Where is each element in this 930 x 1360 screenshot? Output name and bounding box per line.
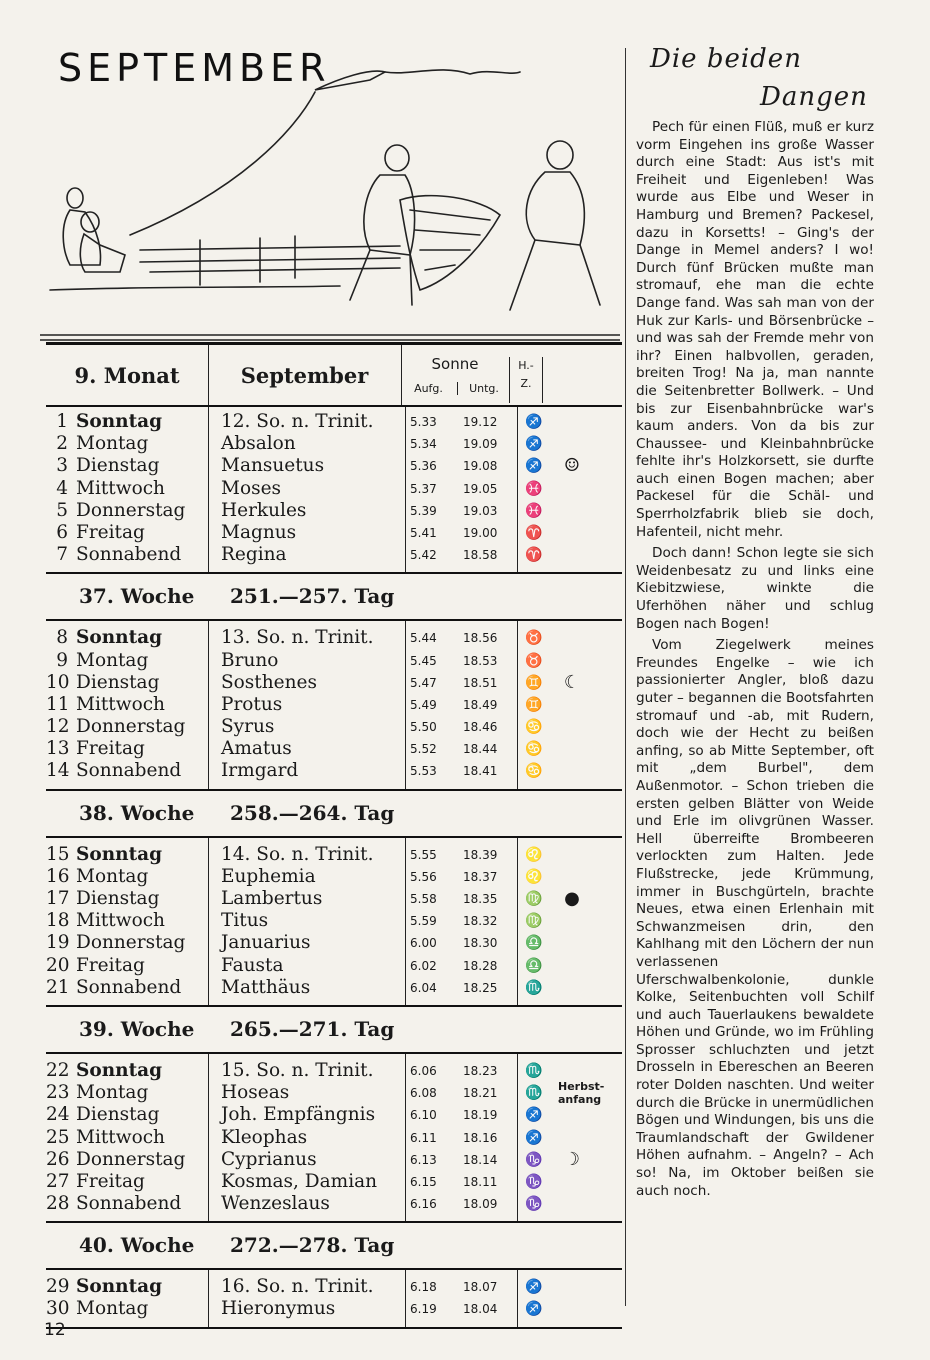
day-range: 258.—264. Tag <box>230 800 395 825</box>
saint-name: Amatus <box>221 738 292 760</box>
day-block <box>46 1270 622 1326</box>
calendar-table <box>46 342 622 1329</box>
zodiac-icon: ♌ <box>525 846 543 863</box>
zodiac-icon: ♈ <box>525 547 543 564</box>
weekday: Montag <box>76 433 149 455</box>
weekday: Sonnabend <box>76 1193 182 1215</box>
zodiac-icon: ♓ <box>525 502 543 519</box>
day-block <box>46 621 622 788</box>
saint-name: Wenzeslaus <box>221 1193 330 1215</box>
sunrise-time: 5.36 <box>410 459 437 474</box>
day-row <box>46 1193 622 1215</box>
table-end-rule <box>46 1327 622 1329</box>
sunset-time: 19.00 <box>463 525 498 540</box>
weekday: Sonntag <box>76 1059 163 1081</box>
day-number: 2 <box>56 433 68 455</box>
zodiac-icon: ♉ <box>525 652 543 669</box>
day-number: 9 <box>56 649 68 671</box>
weekday: Dienstag <box>76 671 160 693</box>
month-name-label: September <box>208 345 402 405</box>
saint-name: Syrus <box>221 716 275 738</box>
zodiac-icon: ♌ <box>525 868 543 885</box>
day-row <box>46 500 622 522</box>
zodiac-icon: ♏ <box>525 979 543 996</box>
weekday: Freitag <box>76 954 145 976</box>
day-number: 8 <box>56 627 68 649</box>
weekday: Sonnabend <box>76 544 182 566</box>
week-number: 37. Woche <box>79 584 195 609</box>
sunrise-time: 5.59 <box>410 914 437 929</box>
day-row <box>46 977 622 999</box>
season-note <box>558 1080 604 1106</box>
zodiac-icon: ♏ <box>525 1062 543 1079</box>
day-row <box>46 844 622 866</box>
weekday: Montag <box>76 865 149 887</box>
day-row <box>46 1080 622 1107</box>
moon-phase-icon: ☾ <box>563 671 581 693</box>
weekday: Freitag <box>76 521 145 543</box>
sunset-time: 18.51 <box>463 675 498 690</box>
zodiac-icon: ♋ <box>525 741 543 758</box>
sunset-time: 19.03 <box>463 503 498 518</box>
day-number: 4 <box>56 477 68 499</box>
weekday: Sonnabend <box>76 760 182 782</box>
saint-name: Joh. Empfängnis <box>221 1104 376 1126</box>
sunrise-time: 6.13 <box>410 1152 437 1167</box>
weekday: Mittwoch <box>76 1126 165 1148</box>
day-number: 7 <box>56 544 68 566</box>
sunrise-time: 6.15 <box>410 1174 437 1189</box>
day-row <box>46 694 622 716</box>
sunrise-time: 5.50 <box>410 720 437 735</box>
day-number: 3 <box>56 455 68 477</box>
week-row <box>46 789 622 838</box>
day-row <box>46 544 622 566</box>
weekday: Dienstag <box>76 455 160 477</box>
saint-name: 15. So. n. Trinit. <box>221 1059 374 1081</box>
day-row <box>46 455 622 477</box>
day-number: 21 <box>46 976 70 998</box>
zodiac-header: H.- Z. <box>509 357 543 403</box>
month-number-label: 9. Monat <box>46 345 209 405</box>
day-block <box>46 838 622 1005</box>
season-note-line1: Herbst- <box>558 1080 605 1094</box>
sunrise-time: 6.11 <box>410 1130 437 1145</box>
day-number: 1 <box>56 411 68 432</box>
saint-name: Sosthenes <box>221 671 317 693</box>
sunrise-time: 5.41 <box>410 525 437 540</box>
weekday: Sonntag <box>76 843 163 865</box>
fishing-illustration <box>40 50 620 345</box>
saint-name: Moses <box>221 477 282 499</box>
day-number: 23 <box>46 1082 70 1104</box>
day-row <box>46 888 622 910</box>
sunset-time: 18.16 <box>463 1130 498 1145</box>
sunset-time: 18.11 <box>463 1174 498 1189</box>
day-row <box>46 1298 622 1320</box>
saint-name: Lambertus <box>221 888 323 909</box>
zodiac-icon: ♎ <box>525 935 543 952</box>
sunset-time: 18.14 <box>463 1152 498 1167</box>
sunrise-time: 6.06 <box>410 1063 437 1078</box>
weekday: Mittwoch <box>76 910 165 932</box>
saint-name: 16. So. n. Trinit. <box>221 1276 374 1298</box>
day-range: 265.—271. Tag <box>230 1016 395 1041</box>
sunrise-time: 5.56 <box>410 869 437 884</box>
week-number: 38. Woche <box>79 800 195 825</box>
zodiac-icon: ♑ <box>525 1196 543 1213</box>
day-row <box>46 650 622 672</box>
sunset-time: 18.07 <box>463 1280 498 1295</box>
sunset-time: 18.32 <box>463 914 498 929</box>
sunset-time: 19.12 <box>463 415 498 429</box>
sunset-time: 18.41 <box>463 764 498 779</box>
zodiac-icon: ♓ <box>525 480 543 497</box>
story-title-line2: Dangen <box>760 82 868 112</box>
sunrise-time: 5.37 <box>410 481 437 496</box>
weekday: Sonntag <box>76 411 163 432</box>
zodiac-icon: ♑ <box>525 1173 543 1190</box>
sunrise-time: 6.08 <box>410 1086 437 1101</box>
sunset-time: 18.53 <box>463 653 498 668</box>
column-divider <box>625 48 626 1306</box>
day-number: 26 <box>46 1148 70 1170</box>
story-paragraph: Vom Ziegelwerk meines Freundes Engelke – wie ich passionierter Angler, bloß dazu guter – begannen die Bootsfahrten stromauf und -ab, mit Rudern, doch wie der Hecht zu beißen anfing, so ab Mitte September, oft mit „dem Burbel", dem Außenmotor. – Schon trieben die ersten gelben Blätter von Weide und Erle im olivgrünen Wasser. Hell überreifte Brombeeren verlockten zum Halten. Jede Flußstrecke, jede Krümmung, immer in Buschgürteln, brachte Neues, etwa einen Erlenhain mit Schwanzmeisen drin, den Kahlhang mit den Löchern der nun verlassenen Uferschwalbenkolonie, dunkle Kolke, Seitenbuchten voll Schilf und auch Tauerlaukens bewaldete Höhen und Gründe, wo im Frühling Sprosser schluchzten und jetzt Drosseln in Ebereschen an Beeren roter Dolden naschten. Und weiter durch die Brücke in unermüdlichen Bögen und Windungen, bis uns die Traumlandschaft der Gwildener Höhen aufnahm. – Angeln? – Ach so! Na, im Oktober beißen sie auch noch. <box>636 637 874 1199</box>
sunrise-time: 6.19 <box>410 1302 437 1317</box>
day-row <box>46 866 622 888</box>
day-number: 11 <box>46 693 70 715</box>
day-row <box>46 955 622 977</box>
day-row <box>46 1060 622 1082</box>
day-row <box>46 1149 622 1171</box>
day-number: 27 <box>46 1170 70 1192</box>
weekday: Donnerstag <box>76 716 186 738</box>
saint-name: Fausta <box>221 954 284 976</box>
zodiac-icon: ♍ <box>525 913 543 930</box>
zodiac-icon: ♐ <box>525 1129 543 1146</box>
sunset-time: 18.19 <box>463 1108 498 1123</box>
day-row <box>46 1171 622 1193</box>
sunrise-time: 5.52 <box>410 742 437 757</box>
saint-name: Kleophas <box>221 1126 308 1148</box>
sunrise-time: 6.18 <box>410 1280 437 1295</box>
sunset-time: 19.05 <box>463 481 498 496</box>
day-row <box>46 672 622 694</box>
zodiac-icon: ♉ <box>525 630 543 647</box>
zodiac-icon: ♎ <box>525 957 543 974</box>
sunset-time: 18.37 <box>463 869 498 884</box>
day-row <box>46 738 622 760</box>
day-number: 20 <box>46 954 70 976</box>
weekday: Donnerstag <box>76 932 186 954</box>
sunset-time: 18.23 <box>463 1063 498 1078</box>
sunrise-time: 6.16 <box>410 1197 437 1212</box>
sunrise-time: 5.33 <box>410 415 437 429</box>
weekday: Montag <box>76 649 149 671</box>
weekday: Dienstag <box>76 1104 160 1126</box>
day-number: 19 <box>46 932 70 954</box>
sunset-time: 19.09 <box>463 437 498 452</box>
saint-name: Euphemia <box>221 865 316 887</box>
saint-name: Absalon <box>221 433 296 455</box>
sunset-time: 18.09 <box>463 1197 498 1212</box>
page-title: SEPTEMBER <box>58 46 331 90</box>
zodiac-icon: ♐ <box>525 1301 543 1318</box>
sunrise-time: 5.53 <box>410 764 437 779</box>
calendar-body <box>46 407 622 1329</box>
table-header <box>46 342 622 407</box>
day-number: 5 <box>56 499 68 521</box>
zodiac-icon: ♐ <box>525 458 543 475</box>
weekday: Sonntag <box>76 1276 163 1298</box>
day-number: 10 <box>46 671 70 693</box>
weekday: Montag <box>76 1298 149 1320</box>
day-number: 16 <box>46 865 70 887</box>
zodiac-icon: ♐ <box>525 1279 543 1296</box>
saint-name: Kosmas, Damian <box>221 1170 378 1192</box>
sunset-time: 18.25 <box>463 980 498 995</box>
weekday: Montag <box>76 1082 149 1104</box>
week-row <box>46 1005 622 1054</box>
sunrise-time: 5.49 <box>410 697 437 712</box>
sunrise-header: Aufg. <box>414 382 443 395</box>
sunrise-time: 5.55 <box>410 847 437 862</box>
saint-name: Mansuetus <box>221 455 325 477</box>
story-text <box>636 119 874 1204</box>
sunrise-time: 5.42 <box>410 548 437 563</box>
saint-name: Herkules <box>221 499 307 521</box>
sunset-time: 18.30 <box>463 936 498 951</box>
sunrise-time: 5.34 <box>410 437 437 452</box>
sunrise-time: 5.47 <box>410 675 437 690</box>
sunset-time: 18.39 <box>463 847 498 862</box>
day-row <box>46 716 622 738</box>
day-number: 15 <box>46 843 70 865</box>
weekday: Donnerstag <box>76 499 186 521</box>
sunrise-time: 6.10 <box>410 1108 437 1123</box>
day-block <box>46 407 622 572</box>
sunset-time: 18.49 <box>463 697 498 712</box>
day-number: 25 <box>46 1126 70 1148</box>
weekday: Donnerstag <box>76 1148 186 1170</box>
saint-name: Magnus <box>221 521 297 543</box>
day-block <box>46 1054 622 1221</box>
sunrise-time: 6.02 <box>410 958 437 973</box>
saint-name: Hieronymus <box>221 1298 336 1320</box>
moon-phase-icon: ☺ <box>563 455 581 477</box>
zodiac-icon: ♑ <box>525 1151 543 1168</box>
sunset-time: 18.35 <box>463 892 498 906</box>
weekday: Dienstag <box>76 888 160 909</box>
saint-name: 12. So. n. Trinit. <box>221 411 374 432</box>
week-row <box>46 572 622 621</box>
sunset-time: 18.04 <box>463 1302 498 1317</box>
sunset-time: 18.28 <box>463 958 498 973</box>
saint-name: Matthäus <box>221 976 311 998</box>
day-row <box>46 411 622 433</box>
day-row <box>46 1276 622 1298</box>
day-row <box>46 478 622 500</box>
sunset-time: 18.46 <box>463 720 498 735</box>
day-range: 272.—278. Tag <box>230 1233 395 1258</box>
day-row <box>46 627 622 649</box>
zodiac-icon: ♋ <box>525 763 543 780</box>
sunset-time: 19.08 <box>463 459 498 474</box>
sunset-time: 18.44 <box>463 742 498 757</box>
day-number: 28 <box>46 1193 70 1215</box>
saint-name: Irmgard <box>221 760 299 782</box>
day-row <box>46 910 622 932</box>
saint-name: Cyprianus <box>221 1148 317 1170</box>
zodiac-icon: ♐ <box>525 1107 543 1124</box>
day-number: 12 <box>46 716 70 738</box>
day-number: 6 <box>56 521 68 543</box>
saint-name: Protus <box>221 693 283 715</box>
story-title-line1: Die beiden <box>650 44 802 74</box>
weekday: Mittwoch <box>76 477 165 499</box>
zodiac-icon: ♍ <box>525 891 543 907</box>
day-number: 29 <box>46 1276 70 1298</box>
day-row <box>46 433 622 455</box>
day-range: 251.—257. Tag <box>230 584 395 609</box>
sun-header: Sonne <box>431 355 479 373</box>
story-paragraph: Doch dann! Schon legte sie sich Weidenbesatz zu und links eine Kiebitzwiese, winkte die Uferhöhen näher und schlug Bogen nach Bogen! <box>636 545 874 632</box>
day-number: 30 <box>46 1298 70 1320</box>
story-paragraph: Pech für einen Flüß, muß er kurz vorm Eingehen ins große Wasser durch eine Stadt: Aus ist's mit Freiheit und Eigenleben! Was wurde aus Elbe und Weser in Hamburg und Bremen? Packesel, dazu in Korsetts! – Ging's der Dange in Memel anders? I wo! Durch fünf Brücken mußte man stromauf, ehe man die echte Dange fand. Was sah man von der Huk zur Karls- und Börsenbrücke – und was sah der Fremde mehr von ihr? Einen halbvollen, geraden, breiten Trog! Na ja, man nannte die Seitenbretter Bollwerk. – Und bis zur Eisenbahnbrücke war's kaum anders. Von da bis zur Chaussee- und Kleinbahnbrücke fehlte ihr's Holzkorsett, sie durfte auch einen Bogen machen; aber Packesel für die Schäl- und Sperrholzfabrik blieb sie doch, Hafenteil, nicht mehr. <box>636 119 874 540</box>
saint-name: Titus <box>221 910 269 932</box>
sunset-time: 18.21 <box>463 1086 498 1101</box>
zodiac-icon: ♈ <box>525 524 543 541</box>
day-row <box>46 1127 622 1149</box>
weekday: Freitag <box>76 738 145 760</box>
saint-name: Hoseas <box>221 1082 290 1104</box>
sunrise-time: 5.44 <box>410 631 437 646</box>
sunrise-time: 6.00 <box>410 936 437 951</box>
zodiac-icon: ♊ <box>525 696 543 713</box>
sunrise-time: 5.58 <box>410 892 437 906</box>
day-row <box>46 932 622 954</box>
week-number: 39. Woche <box>79 1016 195 1041</box>
season-note-line2: anfang <box>558 1093 602 1107</box>
day-number: 22 <box>46 1059 70 1081</box>
zodiac-icon: ♊ <box>525 674 543 691</box>
saint-name: Bruno <box>221 649 279 671</box>
saint-name: 14. So. n. Trinit. <box>221 843 374 865</box>
page-number: 12 <box>44 1320 66 1340</box>
saint-name: Regina <box>221 544 287 566</box>
sunrise-time: 5.39 <box>410 503 437 518</box>
week-row <box>46 1221 622 1270</box>
weekday: Freitag <box>76 1170 145 1192</box>
zodiac-icon: ♐ <box>525 414 543 430</box>
weekday: Sonnabend <box>76 976 182 998</box>
sunset-header: Untg. <box>457 382 510 395</box>
sunset-time: 18.56 <box>463 631 498 646</box>
moon-phase-icon: ☽ <box>563 1148 581 1170</box>
saint-name: Januarius <box>221 932 311 954</box>
weekday: Sonntag <box>76 627 163 649</box>
day-number: 24 <box>46 1104 70 1126</box>
zodiac-icon: ♏ <box>525 1085 543 1102</box>
day-number: 18 <box>46 910 70 932</box>
zodiac-icon: ♐ <box>525 436 543 453</box>
day-number: 17 <box>46 888 70 909</box>
sunrise-time: 6.04 <box>410 980 437 995</box>
sunset-time: 18.58 <box>463 548 498 563</box>
sunrise-time: 5.45 <box>410 653 437 668</box>
day-row <box>46 760 622 782</box>
day-number: 14 <box>46 760 70 782</box>
day-row <box>46 1104 622 1126</box>
weekday: Mittwoch <box>76 693 165 715</box>
day-number: 13 <box>46 738 70 760</box>
zodiac-icon: ♋ <box>525 719 543 736</box>
week-number: 40. Woche <box>79 1233 195 1258</box>
day-row <box>46 522 622 544</box>
saint-name: 13. So. n. Trinit. <box>221 627 374 649</box>
moon-phase-icon: ● <box>564 888 580 909</box>
